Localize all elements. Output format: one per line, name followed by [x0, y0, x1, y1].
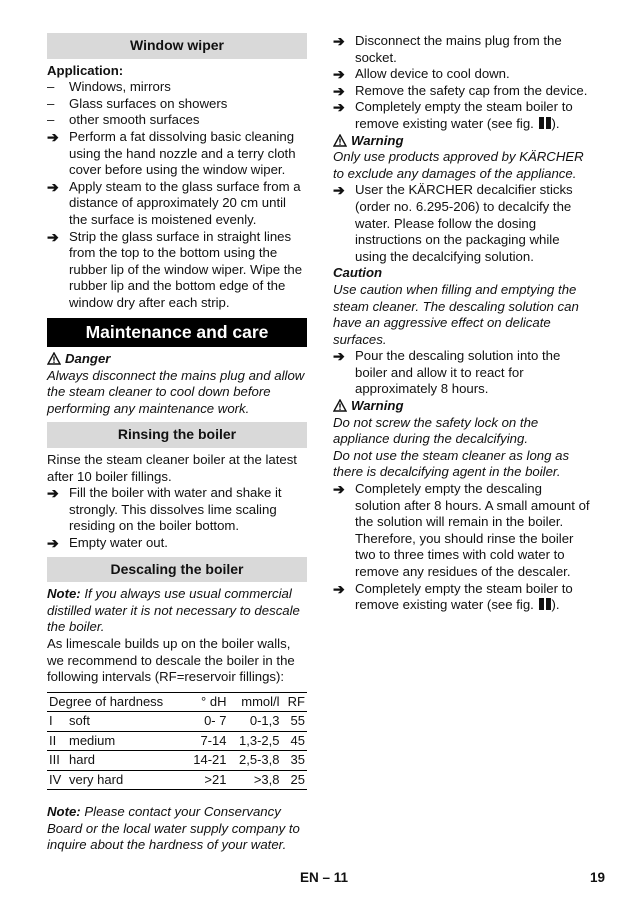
danger-heading: Danger: [47, 351, 307, 368]
step-item: ➔ Disconnect the mains plug from the socket.: [333, 33, 562, 65]
table-cell: IV: [49, 771, 62, 787]
list-item: – Glass surfaces on showers: [47, 95, 228, 111]
table-cell: I: [49, 713, 53, 729]
rinsing-text: Rinse the steam cleaner boiler at the latest after 10 boiler fillings.: [47, 452, 297, 484]
right-arrow-icon: ➔: [333, 481, 345, 498]
column-header: ° dH: [201, 693, 227, 709]
right-arrow-icon: ➔: [333, 82, 345, 99]
section-heading-descaling: Descaling the boiler: [47, 557, 307, 583]
table-row: [47, 770, 307, 790]
right-arrow-icon: ➔: [333, 182, 345, 199]
chapter-heading-maintenance: Maintenance and care: [47, 318, 307, 348]
table-cell: 14-21: [193, 752, 227, 768]
table-cell: III: [49, 752, 60, 768]
warning-triangle-icon: [333, 134, 347, 147]
right-arrow-icon: ➔: [333, 66, 345, 83]
table-cell: 45: [290, 732, 305, 748]
right-arrow-icon: ➔: [47, 485, 59, 502]
step-item: ➔ Apply steam to the glass surface from a distance of approximately 20 cm until the surface is moistened evenly.: [47, 178, 301, 227]
step-item: ➔ Empty water out.: [47, 535, 168, 552]
step-item: ➔ Completely empty the steam boiler to remove existing water (see fig. ).: [333, 580, 573, 613]
step-item: ➔ Allow device to cool down.: [333, 66, 510, 83]
warning-heading: Warning: [333, 398, 591, 415]
application-label: Application:: [47, 62, 124, 78]
table-cell: 1,3-2,5: [239, 732, 280, 748]
right-arrow-icon: ➔: [333, 33, 345, 49]
column-header: RF: [287, 693, 305, 709]
right-arrow-icon: ➔: [47, 178, 59, 195]
table-row: [47, 712, 307, 732]
table-row: [47, 751, 307, 771]
table-cell: hard: [69, 752, 96, 768]
column-header: mmol/l: [241, 693, 280, 709]
right-column: [333, 33, 591, 614]
table-cell: medium: [69, 732, 116, 748]
table-cell: 0-1,3: [249, 713, 280, 729]
dash-marker: –: [47, 79, 55, 95]
footer-page-label: EN – 11: [300, 870, 349, 885]
step-item: ➔ Pour the descaling solution into the boiler and allow it to react for approximately 8 hours.: [333, 348, 561, 397]
table-cell: 25: [290, 771, 305, 787]
caution-heading: Caution: [333, 265, 383, 281]
dash-marker: –: [47, 112, 55, 128]
note-paragraph: Note: Please contact your Conservancy Board or the local water supply company to inquire about the hardness of your water.: [47, 804, 300, 853]
warning-heading: Warning: [333, 133, 591, 150]
figure-reference-icon: [539, 598, 551, 610]
step-item: ➔ Perform a fat dissolving basic cleaning using the hand nozzle and a terry cloth cover before using the window wiper.: [47, 128, 296, 178]
table-cell: 0- 7: [204, 713, 227, 729]
table-cell: 7-14: [200, 732, 227, 748]
table-cell: II: [49, 732, 57, 748]
section-heading-rinsing: Rinsing the boiler: [47, 422, 307, 448]
warning-text: Do not use the steam cleaner as long as there is decalcifying agent in the boiler.: [333, 447, 570, 480]
table-cell: very hard: [69, 771, 124, 787]
right-arrow-icon: ➔: [47, 128, 59, 145]
table-cell: 55: [290, 713, 305, 729]
right-arrow-icon: ➔: [333, 348, 345, 365]
step-item: ➔ User the KÄRCHER decalcifier sticks (order no. 6.295-206) to decalcify the water. Please follow the dosing instructions on the packaging while using the decalcifying solution.: [333, 182, 573, 264]
step-item: ➔ Completely empty the descaling solution after 8 hours. A small amount of the solution will remain in the boiler. Therefore, you should rinse the boiler two to three times with cold water to remove any residues of the descaler.: [333, 481, 590, 579]
warning-triangle-icon: [333, 399, 347, 412]
danger-text: Always disconnect the mains plug and allow the steam cleaner to cool down before performing any maintenance work.: [47, 367, 305, 416]
warning-triangle-icon: [47, 352, 61, 365]
table-row: [47, 731, 307, 751]
table-header-row: [47, 692, 307, 712]
caution-text: Use caution when filling and emptying the steam cleaner. The descaling solution can have an aggressive effect on delicate surfaces.: [333, 281, 579, 347]
descaling-text: As limescale builds up on the boiler walls, we recommend to descale the boiler in the following intervals (RF=reservoir fillings):: [47, 636, 295, 685]
column-header: Degree of hardness: [49, 693, 164, 709]
footer-page-number: 19: [590, 870, 606, 885]
right-arrow-icon: ➔: [333, 99, 345, 116]
table-cell: >3,8: [253, 771, 280, 787]
section-heading-window-wiper: Window wiper: [47, 33, 307, 59]
dash-marker: –: [47, 95, 55, 111]
step-item: ➔ Strip the glass surface in straight lines from the top to the bottom using the rubber lip of the window wiper. Wipe the rubber lip and the bottom edge of the window dry after each strip.: [47, 228, 303, 310]
table-cell: >21: [204, 771, 227, 787]
table-cell: soft: [69, 713, 90, 729]
warning-text: Do not screw the safety lock on the appliance during the decalcifying.: [333, 414, 539, 447]
note-paragraph: Note: If you always use usual commercial distilled water it is not necessary to descale the boiler.: [47, 586, 300, 635]
step-item: ➔ Fill the boiler with water and shake it strongly. This dissolves lime scaling residing on the boiler bottom.: [47, 485, 282, 534]
step-item: ➔ Completely empty the steam boiler to remove existing water (see fig. ).: [333, 99, 573, 131]
right-arrow-icon: ➔: [47, 535, 59, 552]
list-item: – Windows, mirrors: [47, 79, 171, 95]
step-item: ➔ Remove the safety cap from the device.: [333, 82, 588, 99]
left-column: [47, 33, 307, 854]
figure-reference-icon: [539, 117, 551, 129]
table-cell: 35: [290, 752, 305, 768]
hardness-table: [47, 692, 307, 791]
warning-text: Only use products approved by KÄRCHER to exclude any damages of the appliance.: [333, 149, 584, 181]
table-cell: 2,5-3,8: [239, 752, 280, 768]
right-arrow-icon: ➔: [47, 228, 59, 245]
list-item: – other smooth surfaces: [47, 112, 200, 128]
right-arrow-icon: ➔: [333, 580, 345, 597]
